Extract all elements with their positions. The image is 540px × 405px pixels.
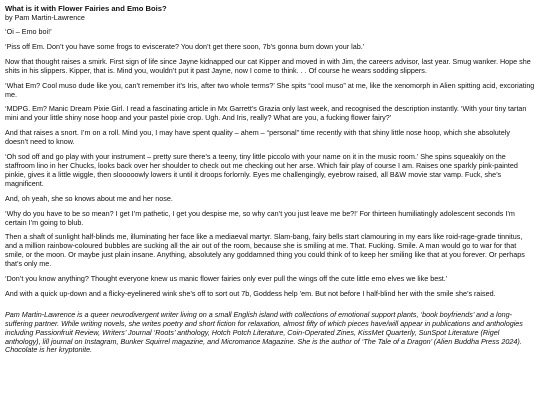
paragraph: ‘Oh sod off and go play with your instrument – pretty sure there’s a teeny, tiny little piccolo with your name on it in the music room.’ She spins squeakily on the staffroom lino in her Chucks, looks back over her shoulder to check out me checking out her arse. Which fair play of course I am. Raises one sparkly pink-painted pinkie, gives it a little wiggle, then slooooowly lowers it until it droops forlornly. Eyes me challengingly, eyebrow raised, all B&W movie star vamp. Fuck, she’s magnificent. bbox=[5, 152, 518, 188]
paragraph: ‘MDPG. Em? Manic Dream Pixie Girl. I read a fascinating article in Mx Garrett’s Grazia only last week, and recognised the description instantly. ‘With your tiny tartan mini and your little shiny nose hoop and your pastel pixie crop. Ugh. And Iris, really? What are you, a fucking flower fairy?’ bbox=[5, 104, 527, 123]
paragraph: And with a quick up-down and a flicky-eyelinered wink she’s off to sort out 7b, Goddess help ’em. But not before I half-blind her with the smile she’s raised. bbox=[5, 288, 496, 298]
author-bio: Pam Martin-Lawrence is a queer neurodivergent writer living on a small English island with collections of emotional support plants, ‘book boyfriends’ and a long-suffering partner. While writing novels, she writes poetry and short fiction for relaxation, almost fifty of which pieces have/will appear in publications and anthologies including Passionfruit Review, Writers’ Journal ‘Roots’ anthology, Hotch Potch Literature, Coin-Operated Zines, KissMet Quarterly, SunSpot Literature (Rigel anthology), lill journal on Instagram, Bunker Squirrel magazine, and Micromance Magazine. She is the author of ‘The Tale of a Dragon’ (Alien Buddha Press 2024). Chocolate is her kryptonite. bbox=[5, 309, 523, 355]
paragraph: ‘Don’t you know anything? Thought everyone knew us manic flower fairies only ever pull the wings off the cute little emo elves we like best.’ bbox=[5, 274, 448, 284]
article-byline: by Pam Martin-Lawrence bbox=[5, 13, 85, 22]
paragraph: ‘Piss off Em. Don’t you have some frogs to eviscerate? You don’t get there soon, 7b’s gonna burn down your lab.’ bbox=[5, 41, 365, 51]
paragraph: Then a shaft of sunlight half-blinds me, illuminating her face like a mediaeval martyr. Slam-bang, fairy bells start clamouring in my ears like roid-rage-grade tinnitus, and a million rainbow-coloured bubbles are sucking all the air out of the room, because she is smiling at me. That. Fucking. Smile. A man would go to war for that smile, or the moon. Or maybe just plain insane. Anything, absolutely any goddamned thing you could think of to keep her smiling like that at you forever. Or perhaps that’s only me. bbox=[5, 232, 525, 269]
paragraph: ‘What Em? Cool muso dude like you, can’t remember it’s Iris, after two whole terms?’ She spits “cool muso” at me, like the xenomorph in Alien spitting acid, excoriating me. bbox=[5, 80, 535, 99]
paragraph: ‘Oi – Emo boi!’ bbox=[5, 27, 52, 36]
paragraph: And, oh yeah, she so knows about me and her nose. bbox=[5, 193, 173, 203]
paragraph: Now that thought raises a smirk. First sign of life since Jayne kidnapped our cat Kipper and moved in with Jim, the careers advisor, last year. Smug wanker. Hope she shits in his slippers. Kipper, that is. Mind you, wouldn’t put it past Jayne, now I come to think. . . Of course he wears sodding slippers. bbox=[5, 56, 531, 75]
paragraph: And that raises a snort. I’m on a roll. Mind you, I may have spent quality – ahem – “personal” time recently with that shiny little nose hoop, which she absolutely doesn’t need to know. bbox=[5, 128, 510, 147]
paragraph: ‘Why do you have to be so mean? I get I’m pathetic, I get you despise me, so why can’t you just leave me be?!’ For thirteen humiliatingly adolescent seconds I’m certain I’m going to blub. bbox=[5, 208, 515, 227]
article-title: What is it with Flower Fairies and Emo Bois? bbox=[5, 4, 167, 13]
